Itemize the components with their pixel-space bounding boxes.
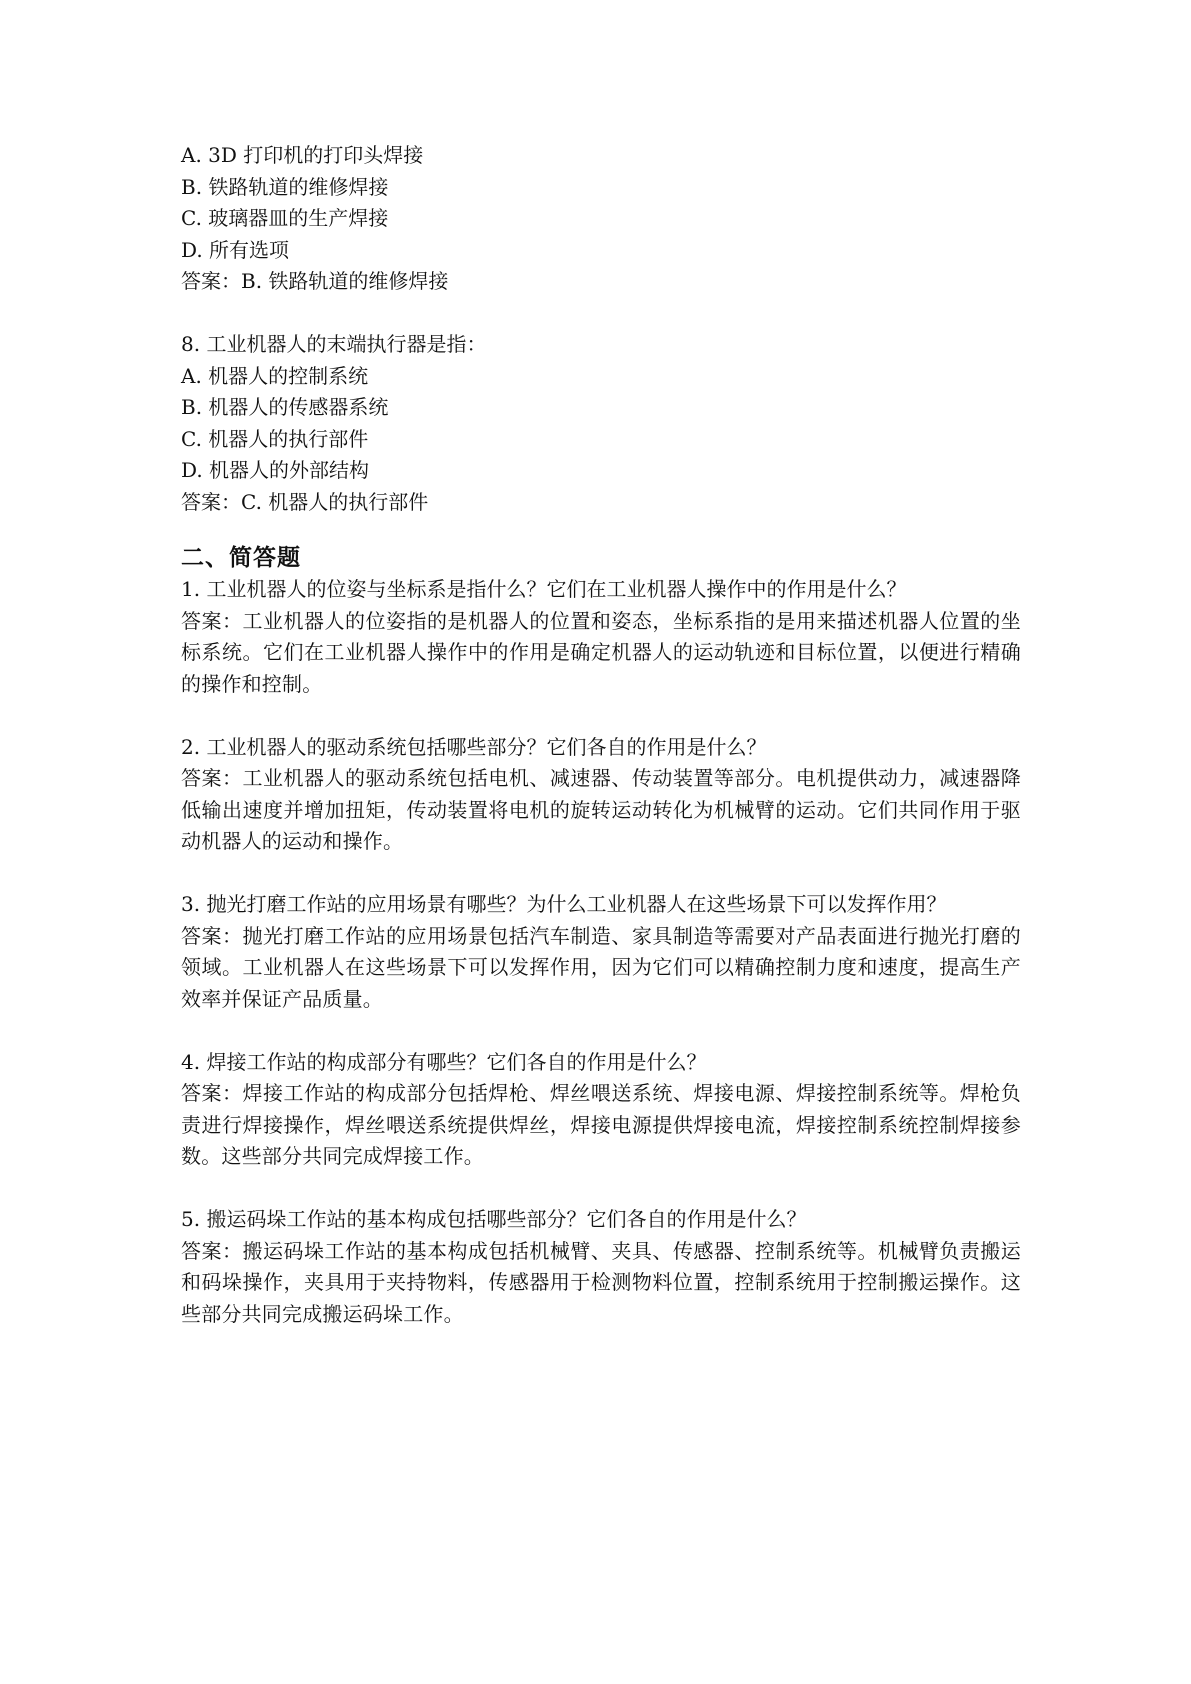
q7-option-b: B. 铁路轨道的维修焊接	[181, 174, 389, 199]
q8-answer: 答案：C. 机器人的执行部件	[181, 489, 429, 514]
document-page	[181, 140, 1021, 1330]
short-answer-answer: 答案：搬运码垛工作站的基本构成包括机械臂、夹具、传感器、控制系统等。机械臂负责搬运和码垛操作，夹具用于夹持物料，传感器用于检测物料位置，控制系统用于控制搬运操作。这些部分共同完成搬运码垛工作。	[181, 1238, 1021, 1326]
question-7-block	[181, 140, 1021, 298]
short-answer-answer: 答案：焊接工作站的构成部分包括焊枪、焊丝喂送系统、焊接电源、焊接控制系统等。焊枪负责进行焊接操作，焊丝喂送系统提供焊丝，焊接电源提供焊接电流，焊接控制系统控制焊接参数。这些部分共同完成焊接工作。	[181, 1081, 1021, 1168]
short-answer-answer: 答案：抛光打磨工作站的应用场景包括汽车制造、家具制造等需要对产品表面进行抛光打磨的领域。工业机器人在这些场景下可以发挥作用，因为它们可以精确控制力度和速度，提高生产效率并保证产品质量。	[181, 923, 1021, 1011]
spacer	[181, 858, 1021, 890]
q8-option-d: D. 机器人的外部结构	[181, 458, 370, 482]
short-answer-question: 4. 焊接工作站的构成部分有哪些？它们各自的作用是什么？	[181, 1049, 707, 1074]
q7-option-d: D. 所有选项	[181, 237, 290, 262]
short-answer-answer: 答案：工业机器人的驱动系统包括电机、减速器、传动装置等部分。电机提供动力，减速器降低输出速度并增加扭矩，传动装置将电机的旋转运动转化为机械臂的运动。它们共同作用于驱动机器人的运动和操作。	[181, 766, 1021, 853]
q7-answer: 答案：B. 铁路轨道的维修焊接	[181, 269, 449, 293]
question-8-block	[181, 329, 1021, 518]
q8-option-b: B. 机器人的传感器系统	[181, 395, 389, 419]
q7-option-a: A. 3D 打印机的打印头焊接	[181, 143, 424, 167]
section-heading: 二、简答题	[181, 545, 301, 571]
spacer	[181, 1015, 1021, 1047]
spacer	[181, 1173, 1021, 1205]
short-answer-item-1	[181, 574, 1021, 700]
short-answer-answer: 答案：工业机器人的位姿指的是机器人的位置和姿态，坐标系指的是用来描述机器人位置的坐标系统。它们在工业机器人操作中的作用是确定机器人的运动轨迹和目标位置，以便进行精确的操作和控制。	[181, 608, 1021, 696]
short-answer-item-2	[181, 732, 1021, 858]
short-answer-question: 1. 工业机器人的位姿与坐标系是指什么？它们在工业机器人操作中的作用是什么？	[181, 577, 907, 601]
q8-option-a: A. 机器人的控制系统	[181, 363, 369, 388]
q8-question: 8. 工业机器人的末端执行器是指：	[181, 332, 487, 356]
q7-option-c: C. 玻璃器皿的生产焊接	[181, 206, 389, 230]
q8-option-c: C. 机器人的执行部件	[181, 426, 369, 451]
short-answer-item-3	[181, 889, 1021, 1015]
short-answer-question: 2. 工业机器人的驱动系统包括哪些部分？它们各自的作用是什么？	[181, 734, 767, 759]
spacer	[181, 518, 1021, 542]
spacer	[181, 298, 1021, 330]
short-answer-item-4	[181, 1047, 1021, 1173]
short-answer-question: 5. 搬运码垛工作站的基本构成包括哪些部分？它们各自的作用是什么？	[181, 1207, 807, 1231]
short-answer-question: 3. 抛光打磨工作站的应用场景有哪些？为什么工业机器人在这些场景下可以发挥作用？	[181, 892, 947, 916]
spacer	[181, 700, 1021, 732]
short-answer-item-5	[181, 1204, 1021, 1330]
